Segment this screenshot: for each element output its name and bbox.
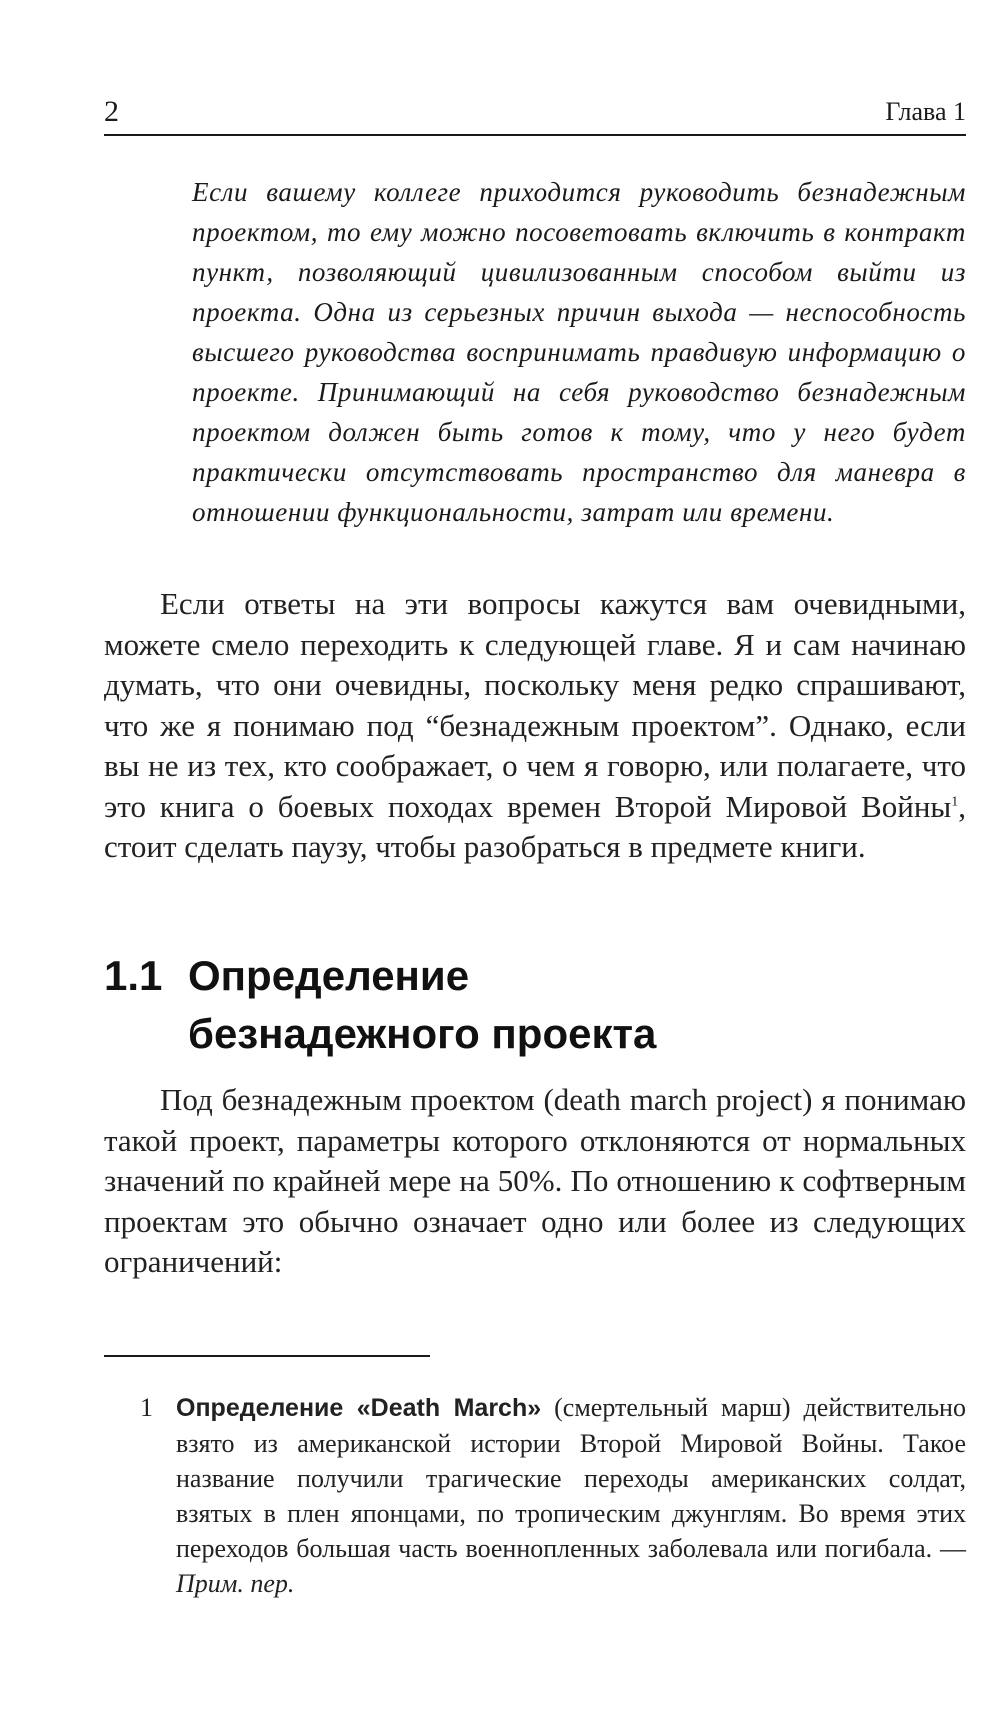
section-title-line-1: Определение (188, 952, 470, 999)
epigraph-paragraph: Если вашему коллеге приходится руководить безнадежным проектом, то ему можно посоветовать включить в контракт пункт, позволяющий цивилизованным способом выйти из проекта. Одна из серьезных причин выхода — неспособность высшего руководства воспринимать правдивую информацию о проекте. Принимающий на себя руководство безнадежным проектом должен быть готов к тому, что у него будет практически отсутствовать пространство для маневра в отношении функциональности, затрат или времени. (192, 177, 966, 527)
footnote (140, 1390, 966, 1601)
translator-note: Прим. пер. (176, 1569, 295, 1598)
paragraph-1-tail: , стоит сделать паузу, чтобы разобраться в предмете книги. (104, 788, 966, 864)
running-head (104, 94, 966, 136)
footnote-term: Определение «Death March» (176, 1394, 542, 1422)
section-title-line-2: безнадежного проекта (188, 1010, 657, 1057)
footnote-divider (104, 1355, 430, 1357)
paragraph-1-text: Если ответы на эти вопросы кажутся вам очевидными, можете смело переходить к следующей главе. Я и сам начинаю думать, что они очевидны, поскольку меня редко спрашивают, что же я понимаю под “безнадежным проектом”. Однако, если вы не из тех, кто соображает, о чем я говорю, или полагаете, что это книга о боевых походах времен Второй Мировой Войны (104, 586, 966, 824)
body-paragraph-2: Под безнадежным проектом (death march project) я понимаю такой проект, параметры которого отклоняются от нормальных значений по крайней мере на 50%. По отношению к софтверным проектам это обычно означает одно или более из следующих ограничений: (104, 1082, 966, 1279)
page-number: 2 (104, 95, 119, 128)
footnote-number: 1 (140, 1393, 153, 1422)
section-number: 1.1 (104, 952, 163, 999)
footnote-reference: 1 (951, 794, 959, 810)
footnote-text: (смертельный марш) действительно взято из американской истории Второй Мировой Войны. Такое название получили трагические переходы американских солдат, взятых в плен японцами, по тропическим джунглям. Во время этих переходов большая часть военнопленных заболевала или погибала. — (176, 1393, 966, 1563)
chapter-title: Глава 1 (885, 97, 966, 126)
body-paragraph-1 (104, 584, 966, 868)
footnote-body (176, 1390, 966, 1601)
